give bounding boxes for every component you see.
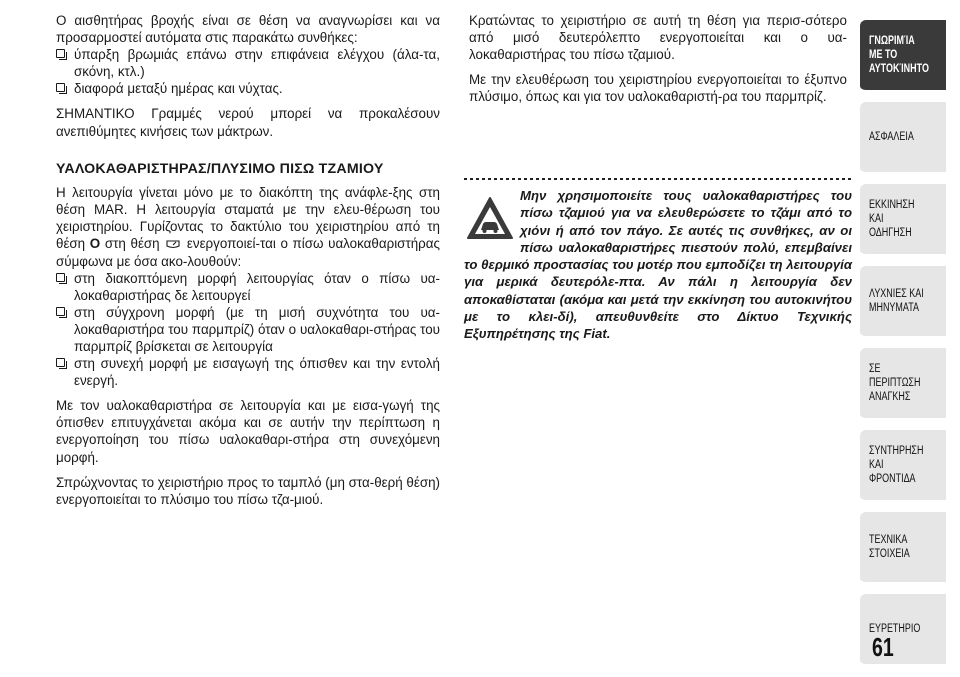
left-column <box>56 0 440 508</box>
modes-list <box>56 270 440 390</box>
list-item: στη διακοπτόμενη μορφή λειτουργίας όταν ο πίσω υα-λοκαθαριστήρας δε λειτουργεί <box>56 270 440 304</box>
reverse-gear-paragraph: Με τον υαλοκαθαριστήρα σε λειτουργία και με εισα-γωγή της όπισθεν επιτυγχάνεται ακόμα και σε αυτήν την περίπτωση η ενεργοποίηση του πίσω υαλοκαθαρι-στήρα στη συνεχόμενη μορφή. <box>56 398 440 465</box>
washer-paragraph: Σπρώχνοντας το χειριστήριο προς το ταμπλό (μη στα-θερή θέση) ενεργοποιείται το πλύσιμο του πίσω τζα-μιού. <box>56 474 440 507</box>
tab-emergency[interactable]: ΣΕ ΠΕΡΙΠΤΩΣΗ ΑΝΑΓΚΗΣ <box>860 348 946 420</box>
bullet-icon <box>56 83 65 92</box>
operation-paragraph: Η λειτουργία γίνεται μόνο με το διακόπτη της ανάφλε-ξης στη θέση MAR. Η λειτουργία σταματά με την ελευ-θέρωση του χειριστηρίου. Γυρίζοντας το δακτύλιο του χειριστηρίου από τη θέση O στη θέση ενεργοποιεί-ται ο πίσω υαλοκαθαριστήρας σύμφωνα με όσα ακο-λουθούν: <box>56 185 440 269</box>
tab-starting-driving[interactable]: ΕΚΚΙΝΗΣΗ ΚΑΙ ΟΔΗΓΗΣΗ <box>860 184 946 256</box>
tab-maintenance[interactable]: ΣΥΝΤΗΡΗΣΗ ΚΑΙ ΦΡΟΝΤΙΔΑ <box>860 430 946 502</box>
warning-text: Μην χρησιμοποιείτε τους υαλοκαθαριστήρες του πίσω τζαμιού για να ελευθερώσετε το τζάμι από το χιόνι ή από τον πάγο. Σε αυτές τις συνθήκες, αν οι πίσω υαλοκαθαριστήρες πιεστούν πολύ, επεμβαίνει το θερμικό προστασίας του μοτέρ που εμποδίζει τη λειτουργία για μερικά δευτερόλε-πτα. Αν πάλι η λειτουργία δεν αποκαθίσταται (ακόμα και μετά την εκκίνηση του αυτοκινήτου με το κλει-δί), απευθυνθείτε στο Δίκτυο Τεχνικής Εξυπηρέτησης της Fiat. <box>464 188 852 342</box>
warning-divider <box>464 178 852 180</box>
bullet-icon <box>56 358 65 367</box>
off-position-symbol: O <box>89 236 101 252</box>
list-item: ύπαρξη βρωμιάς επάνω στην επιφάνεια ελέγχου (άλα-τα, σκόνη, κτλ.) <box>56 46 440 80</box>
list-item: διαφορά μεταξύ ημέρας και νύχτας. <box>56 80 440 97</box>
rear-wiper-icon <box>166 240 180 249</box>
hold-paragraph: Κρατώντας το χειριστήριο σε αυτή τη θέση για περισ-σότερο από μισό δευτερόλεπτο ενεργοποιείται και ο υα-λοκαθαριστήρας του πίσω τζαμιού. <box>469 13 847 63</box>
section-heading: ΥΑΛΟΚΑΘΑΡΙΣΤΗΡΑΣ/ΠΛΥΣΙΜΟ ΠΙΣΩ ΤΖΑΜΙΟΥ <box>56 160 384 177</box>
tab-safety[interactable]: ΑΣΦΑΛΕΙΑ <box>860 102 946 174</box>
list-item: στη συνεχή μορφή με εισαγωγή της όπισθεν και την εντολή ενεργή. <box>56 355 440 389</box>
right-column <box>469 0 847 105</box>
tab-getting-to-know[interactable]: ΓΝΩΡΙΜΊΑ ΜΕ ΤΟ ΑΥΤΟΚΊΝΗΤΟ <box>860 20 946 92</box>
bullet-icon <box>56 49 65 58</box>
release-paragraph: Με την ελευθέρωση του χειριστηρίου ενεργοποιείται το έξυπνο πλύσιμο, όπως και για τον υαλοκαθαριστή-ρα του παρμπρίζ. <box>469 72 847 105</box>
page-number: 61 <box>872 632 894 662</box>
bullet-icon <box>56 307 65 316</box>
tab-index[interactable]: ΕΥΡΕΤΗΡΙΟ <box>860 594 946 666</box>
conditions-list <box>56 46 440 97</box>
intro-paragraph: Ο αισθητήρας βροχής είναι σε θέση να αναγνωρίσει και να προσαρμοστεί αυτόματα στις παρακάτω συνθήκες: <box>56 13 440 46</box>
tab-warning-lights[interactable]: ΛΥΧΝΙΕΣ ΚΑΙ ΜΗΝΥΜΑΤΑ <box>860 266 946 338</box>
tab-technical-data[interactable]: ΤΕΧΝΙΚΑ ΣΤΟΙΧΕΙΑ <box>860 512 946 584</box>
list-item: στη σύγχρονη μορφή (με τη μισή συχνότητα του υα-λοκαθαριστήρα του παρμπρίζ) όταν ο υαλοκαθαρι-στήρας του παρμπρίζ βρίσκεται σε λειτουργία <box>56 304 440 355</box>
warning-box <box>464 178 852 370</box>
bullet-icon <box>56 273 65 282</box>
important-note: ΣΗΜΑΝΤΙΚΟ Γραμμές νερού μπορεί να προκαλέσουν ανεπιθύμητες κινήσεις των μάκτρων. <box>56 106 440 139</box>
